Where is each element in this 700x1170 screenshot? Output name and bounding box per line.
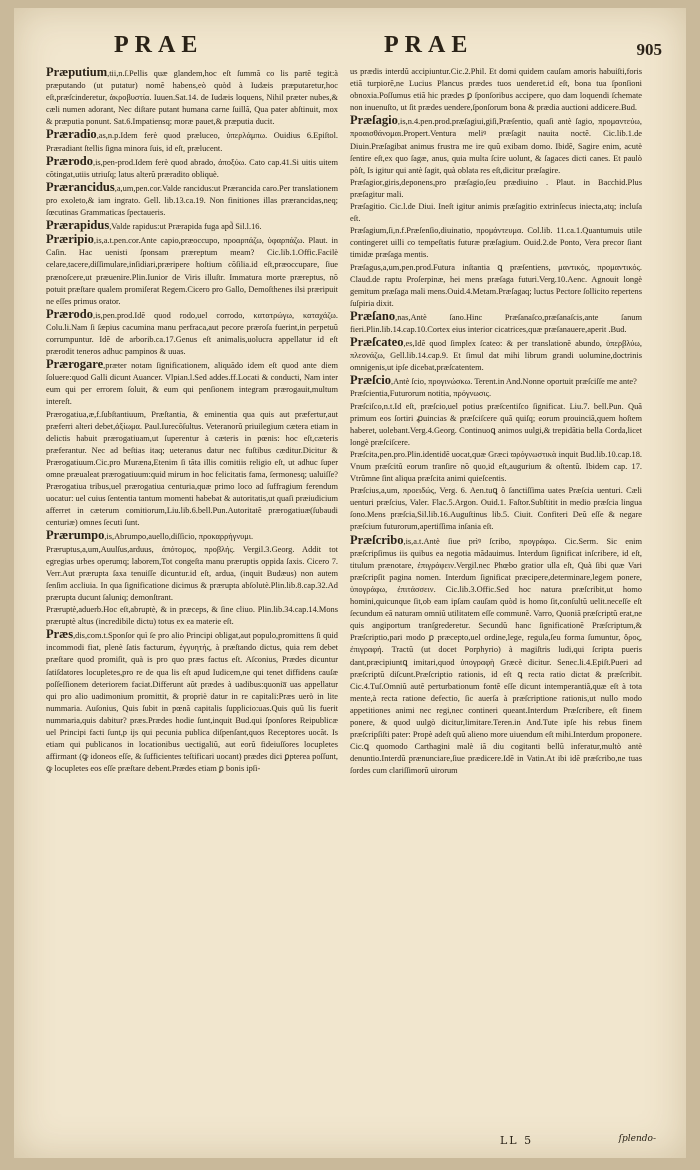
dictionary-entry: [350, 310, 642, 336]
entry-text: Præruptè,aduerb.Hoc eſt,abruptè, & in præceps, & ſine cliuo. Plin.lib.34.cap.14.Mons præruptè altus (incredibile dictu) totus ex ea materie eſt.: [46, 605, 338, 627]
entry-headword: Prærumpo: [46, 528, 105, 543]
dictionary-entry: [350, 225, 642, 261]
dictionary-entry: [350, 114, 642, 176]
entry-text: ,es,Idẽ quod ſimplex ſcateo: & per translationẽ abundo, ὑπερβλύω, πλεονάζω, Gell.lib.14.cap.9. Et ſimul dat mihi librum grandi uolumine,doctrinis omnigenis,ut ipſe dicebat,præſcatentem.: [350, 339, 642, 373]
entry-text: Præruptus,a,um,Auulſus,arduus, ἀπότομος, προβλής. Vergil.3.Georg. Addit tot egregias urbes operumq; laborem,Tot congeſta manu præruptis oppida ſaxis. Cicero 7. Verr.Aut prærupta ſaxa tenuiſſe dicuntur.id eſt, ardua, (inquit Budæus) non autem ſenſim accliuia. In qua ſignificatione dicimus & prærupta abſolutè.Plin.lib.8.cap.32.Ad prærupta ducunt ſaluniq; demonſtrant.: [46, 544, 338, 602]
entry-text: Præſcius,a,um, προειδώς, Verg. 6. Aen.tuꝗ ô ſanctiſſima uates Præſcia uenturi. Cæli uenturi præſcius, Valer. Flac.5.Argon. Ouid.1. Faſtor.Subſtitit in medio præſcia lingua ſono.Mens præſcia,Sil.lib.16.Auguſtinus lib.5. Ciuit. Confiteri Deũ eſſe & negare præſcium futurorum,apertiſſima inſania eſt.: [350, 486, 642, 532]
entry-text: ,is,pen-prod.Idem ferè quod abrado, ἀποξύω. Cato cap.41.Si uitis uitem cõtingat,utiis utriuſq; latus alterũ præradito obliquè.: [46, 157, 338, 179]
entry-headword: Prærancidus: [46, 179, 115, 194]
dictionary-entry: [46, 181, 338, 219]
dictionary-entry: [350, 262, 642, 310]
dictionary-entry: [46, 628, 338, 775]
entry-headword: Prærogare: [46, 357, 104, 372]
dictionary-entry: [46, 409, 338, 530]
dictionary-entry: [350, 336, 642, 374]
dictionary-entry: [46, 66, 338, 128]
running-head-right: PRAE: [384, 32, 474, 58]
entry-text: ,nas,Antè ſano.Hinc Præſanaſco,præſanaſcis,ante ſanum fieri.Plin.lib.14.cap.10.Cortex eius interior cicatrices,quæ præſanauere,aperit .Bud.: [350, 312, 642, 334]
book-page: [14, 8, 686, 1158]
entry-text: ,as,n.p.Idem ferè quod præluceo, ὑπερλάμπω. Ouidius 6.Epiſtol. Præradiant ſtellis ſigna minora ſuis, id eſt, prælucent.: [46, 131, 338, 153]
dictionary-entry: [46, 155, 338, 181]
right-column: [350, 66, 642, 777]
entry-headword: Præſano: [350, 308, 396, 323]
entry-text: ,tii,n.ſ.Pellis quæ glandem,hoc eſt ſummã co lis partẽ tegit:à præputando (ut putatur) nomẽ habens,eò quòd à Iudæis præputaretur,hoc eſt,præſcinderetur, ἀκροβυστία. Iuuen.Sat.14. de Iudæis loquens, Nihil præter nubes,& cæli numen adorant, Nec diſtare putant humana carne ſuillã, Qua pater abſtinuit, mox & præputia ponunt. Sat.6.Impatiensq; moræ pauet,& præputia ducit.: [46, 69, 338, 127]
dictionary-entry: [350, 449, 642, 485]
entry-text: Prærogatiua,æ,f.ſubſtantiuum, Præſtantia, & eminentia qua quis aut præfertur,aut præferri alteri debet,ἀξίωμα. Paul.Iurecõſultus. Veteranorũ priuilegium cætera etiam in delictis habuit prærogatiuam,ut ſuperentur à cæteris in pœnis: hoc eſt,cæteris præferantur. Nec ad beſtias itaq; ueteranus datur nec fuſtibus cæditur.Dicitur & Prærogatiuum.Cic.pro Muræna,Etenim ſi tãta illis comitiis religio eſt, ut adhuc ſuper omne præualeat prærogatiuum:quid mirum in hoc felicitatis fama, ſermonesq; ualuiſſe? Prærogatiua tribus,uel prærogatiua centuria,quæ primo loco ad ſuffragium ferendum uocatur: uel cuius ſententia tantum momenti habebat & autoritatis,ut quaſi præiudicium afferret in cæterum comitiorum,Liu.lib.6.bell.Pun.Autoritatẽ prærogatiuæ(ſubaudi centuriæ) omnes ſecuti ſunt.: [46, 409, 338, 528]
page-number: 905: [636, 40, 662, 59]
entry-headword: Præs: [46, 627, 74, 642]
entry-text: ,a,um,pen.cor.Valde rancidus:ut Prærancida caro.Per translationem pro exoleto,& iam ingrato. Gell. lib.13.ca.19. Non finitiones illas prærancidas,neq; ſœcutinas Grammaticas ſpectaueris.: [46, 183, 338, 218]
entry-headword: Præſcio: [350, 373, 391, 388]
entry-text: ,is,n.4.pen.prod.præſagiui,giſi,Præſentio, quaſi antè ſagio, προμαντεύω, προαισθάνομαι.Propert.Ventura meliꝰ præſagit nauita noctẽ. Cic.lib.1.de Diuin.Præſagibat animus frustra me ire quũ exibam domo. Ibidẽ, Sagire enim, acutè ſentire eſt,ex quo ſagæ, anus, quia multa ſcire uolunt, & ſagaces dicti canes. Et paulò pòſt, Is igitur qui antè ſagit, quà oblata res eſt,dicitur præſagire.: [350, 117, 642, 175]
entry-text: Præſagitio. Cic.l.de Diui. Ineſt igitur animis præſagitio extrinſecus iniecta,atq; incluſa eſt.: [350, 202, 642, 224]
entry-text: Præſagior,giris,deponens,pro præſagio,ſeu prædiuino . Plaut. in Bacchid.Plus præſagitur mali.: [350, 177, 642, 199]
entry-text: us prædis interdũ accipiuntur.Cic.2.Phil. Et domi quidem cauſam amoris habuiſti,foris etiã turpiorẽ,ne Lucius Plancus prædes tuos uenderet.id eſt, bona tua ſponſioni obnoxia.Poſſumus etiã hic prædes ꝑ ſponſoribus accipere, quo dam loquendi ſchemate non inuenuſto, ut ſit prædes uendere,ſponſorum bona & prædia auctioni addicere.Bud.: [350, 67, 642, 113]
entry-text: Præſciſco,n.t.Id eſt, præſcio,uel potius præſcentiſco ſignificat. Liu.7. bell.Pun. Quã primum eos ſortiri ꝓuincias & præſciſcere quã quiſq; eorum prouinciã,quem hoſtem haberet, uolebant.Verg.4.Georg. Continuoꝗ animos uulgi,& trepidãtia bella Corda,licet longè præſciſcere.: [350, 401, 642, 447]
entry-text: Præſcita,pen.pro.Plin.identidẽ uocat,quæ Græci ϖρόγνωστικὰ inquit Bud.lib.10.cap.18. Vnum præſcitũ eorum tranſire nõ quo,id eſt,augurium & oſtentũ. Ibidem cap. 17. Vtrũmne ſint aliqua præſcita animi quieſcentis.: [350, 449, 642, 484]
catchword: ſplendo-: [618, 1134, 656, 1144]
dictionary-entry: [46, 233, 338, 308]
running-head-left: PRAE: [114, 32, 204, 58]
dictionary-entry: [350, 534, 642, 778]
dictionary-entry: [46, 308, 338, 358]
entry-headword: Præripio: [46, 232, 94, 247]
entry-text: ,præter notam ſignificationem, aliquãdo idem eſt quod ante diem ſoluere:quod Galli dicunt Auancer. Vlpian.l.Sed addes.ff.Locati & conducti, Nam inter eum qui per errorem ſoluit, & eum qui penſionem integram prærogauit,multum intereſt.: [46, 361, 338, 407]
entry-text: ,is,Abrumpo,auello,diſſicio, προκαρρήγνυμι.: [104, 532, 254, 542]
entry-headword: Præradio: [46, 127, 97, 142]
entry-headword: Prærapidus: [46, 218, 110, 233]
dictionary-entry: [46, 128, 338, 154]
dictionary-entry: [350, 66, 642, 114]
dictionary-entry: [350, 485, 642, 533]
entry-headword: Prærodo: [46, 306, 93, 321]
entry-headword: Præſcribo: [350, 532, 404, 547]
dictionary-entry: [350, 401, 642, 449]
entry-text: ,is,a.t.Antè ſiue prìꝰ ſcribo, προγράφω. Cic.Serm. Sic enim præſcripſimus iis quibus ea negotia mãdauimus. Interdum ſignificat inſcribere, id eſt, titulum prænotare, ἐπιγράφειν.Vergil.nec Phœbo gratior ulla eſt, Quà ſibi quæ Vari præſcripſit pagina nomen. Interdum ſignificat præcipere,determinare,legem ponere, ὑπογράφω, ἐπιτάσσειν. Cic.lib.3.Offic.Sed hoc natura præſcribit,ut homo homini,quicunque ſit,ob eam ipſam cauſam quòd is homo ſit,conſultũ uelit.neceſſe eſt ſecundum eã naturam omniũ utilitatem eſſe communẽ. Varro, Quoniã præſcriptũ erat,ne quis angiportum tranſgrederetur. Secundũ hanc ſignificationẽ Præſcriptum,& Præſcriptio,pari modo ꝑ præcepto,uel ordine,lege, regula,ſeu forma ſumuntur, ὅρος, ἐπιγραφή. Tractũ (ut docet Porphyrio) à magiſtris ludi,qui ſcripta pueris dant,præcipiuntꝗ imitari,quod ὑπογραφὴ Græcè dicitur. Senec.li.4.Epiſt.Pueri ad præſcriptũ diſcunt.Præſcriptio rationis, id eſt ꝗ recta ratio dictat & præſcribit. Cic.4.Tuſ.Omniũ autẽ perturbationum fontẽ eſſe dicunt intemperantiã,quæ eſt à tota mente,à recta ratione defectio, ſic auerſa à præſcriptione rationis,ut nullo modo appetitiones animi nec regi,nec contineri queant.Interdum Præſcribere, eſt finem ponere, & quod uulgò dicitur,limitare.Teren.in And.Tute ipſe his rebus finem præſcripſiſti pater: Propè adeſt quũ alieno more uiuendum eſt mihi.Interdum proponere. Cic.ꝗ quomodo Carthagini malè iã diu cogitanti bellũ inferatur,multò antè denuntio.Interdũ prænunciare,ſiue prædicere.Idẽ in Vatin.At ibi idẽ præſcribo,ne tuas ſordes cum clariſſimorũ uirorum: [350, 536, 642, 776]
left-column: [46, 66, 338, 775]
entry-headword: Præſagio: [350, 113, 398, 128]
dictionary-entry: [46, 604, 338, 628]
entry-headword: Præputium: [46, 65, 108, 79]
dictionary-entry: [350, 388, 642, 400]
dictionary-entry: [350, 201, 642, 225]
dictionary-entry: [46, 219, 338, 233]
entry-text: ,Valde rapidus:ut Prærapida fuga apd̃ Sil.l.16.: [109, 222, 262, 232]
dictionary-entry: [46, 529, 338, 543]
entry-text: ,dis,com.t.Sponſor quì ſe pro alio Principi obligat,aut populo,promittens ſi quid incommodi fiat, plenè ſatis facturum, ἐγγυητής, à præſtando dictus, quia rem debet præſtare quod promiſit, quà is pro quo præs factus eſt. Aſconius, Prædes dicuntur ſatiſdatores locupletes,pro re de qua lis eſt apud Iudicem,ne qui tenet diffidens cauſæ poſſeſſionem deteriorem faciat.Differunt aũt prædes à uadibus:quonia̅ uas appellatur qui pro alio uadimonium promittit, & propriè datur in re capitali:Præs uerò in lite nummaria. Auſonius, Quis ſubit in pœnã capitalis ſupplicio:uas.Quis quũ lis fuerit nummaria,quis dabitur? præs.Prædes hodie ſunt,inquit Bud.qui ſponſores Reipublicæ uel Principi facti ſunt,p ijs qui pecunia publica diſpenſant,quos Receptores uocãt. Is etiam qui publicanos in locationibus uectigaliũ, aut eorũ fideiuſſores locupletes affirmant (ꝙ idoneos eſſe, & ſufficientes teſtificari uocant) prædes dici ꝑpterea poſſunt, ꝙ locupletes eos eſſe præſtare debent.Prædes etiam ꝑ bonis ipſi-: [46, 631, 338, 774]
page-footer: [14, 1134, 686, 1150]
dictionary-entry: [350, 374, 642, 388]
entry-text: Præſagus,a,um,pen.prod.Futura inſtantia ꝗ præſentiens, μαντικός, προμαντικός. Claud.de raptu Proſerpinæ, hei mens præſaga futuri.Verg.10.Aenc. Agnouit longè gemitum præſaga mali mens.Ouid.4.Metam.Præſagaq; luctus Pectore ſollicito repertens ſuſpiria dixit.: [350, 262, 642, 308]
entry-text: Præſcientia,Futurorum notitia, πρόγνωσις.: [350, 389, 492, 399]
signature-mark: LL 5: [500, 1134, 534, 1147]
dictionary-entry: [46, 358, 338, 408]
running-head: [14, 32, 686, 66]
entry-headword: Præſcateo: [350, 335, 404, 350]
entry-text: ,is,a.t.pen.cor.Ante capio,præoccupo, προαρπάζω, ὑφαρπάζω. Plaut. in Caſin. Hac uenisti ſponsam præreptum meam? Cic.lib.1.Offic.Facilè celare,tacere,diſſimulare,inſidiari,præripere hoſtium cõſilia.id eſt,præoccupare, ſiue prænoſcere,ut præuenire.Plin.Iunior de Viris illuſtr. Immatura morte præreptus, nõ potuit præſtare qualem promiſerat Regem.Cicero pro Gallo, Demoſthenes ilsi præripuit ne eſſes primus orator.: [46, 236, 338, 306]
entry-text: ,Antè ſcio, προγινώσκω. Terent.in And.Nonne oportuit præſciſſe me ante?: [390, 377, 637, 387]
entry-text: ,is,pen.prod.Idẽ quod rodo,uel corrodo, κατατρώγω, καταχάζω. Colu.li.Nam ſi ſæpius cacumina manu perfraca,aut pecore præroſa fuerint,in perpetuũ corrumpuntur. Idẽ de arborib.ca.17.Genus eſt animalis,uolucra appellatur id eſt prærodit teneros adhuc pampinos & uuas.: [46, 310, 338, 357]
dictionary-entry: [46, 544, 338, 604]
entry-text: Præſagium,ſi,n.f.Præſenſio,diuinatio, προμάντευμα. Col.lib. 11.ca.1.Quantumuis utile contingeret uilli co tempeſtatis futuræ præſagium. Ouid.2.de Ponto, Vera precor ſiant timidæ præſaga mentis.: [350, 226, 642, 260]
entry-headword: Prærodo: [46, 153, 93, 168]
dictionary-entry: [350, 177, 642, 201]
